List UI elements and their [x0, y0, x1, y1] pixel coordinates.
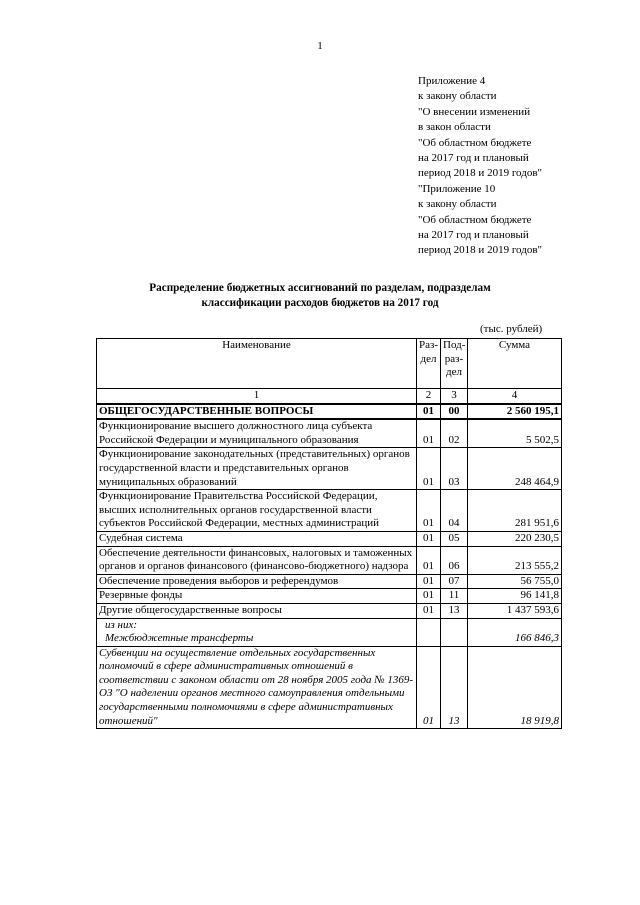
row-subsection: 00 [441, 404, 468, 420]
budget-table [96, 338, 562, 729]
header-section [417, 339, 441, 389]
appendix-line: к закону области [418, 198, 497, 211]
row-name: Резервные фонды [97, 589, 417, 604]
row-sum: 96 141,8 [468, 589, 562, 604]
row-name: Судебная система [97, 531, 417, 546]
appendix-line: "Об областном бюджете [418, 136, 532, 149]
row-section: 01 [417, 448, 441, 490]
appendix-line: "Об областном бюджете [418, 213, 532, 226]
row-sum: 18 919,8 [468, 646, 562, 729]
row-name: ОБЩЕГОСУДАРСТВЕННЫЕ ВОПРОСЫ [97, 404, 417, 420]
appendix-line: "Приложение 10 [418, 182, 496, 195]
row-section [417, 618, 441, 646]
header-sum: Сумма [468, 339, 562, 389]
row-subsection: 11 [441, 589, 468, 604]
row-subsection: 05 [441, 531, 468, 546]
row-sum: 1 437 593,6 [468, 603, 562, 618]
header-section-part: Раз- [419, 339, 439, 351]
transfers-label: Межбюджетные трансферты [105, 632, 254, 645]
header-subsection-part: дел [446, 366, 462, 379]
row-name [97, 618, 417, 646]
row-section: 01 [417, 419, 441, 448]
row-section: 01 [417, 603, 441, 618]
row-section: 01 [417, 574, 441, 589]
title-line: Распределение бюджетных ассигнований по разделам, подразделам [149, 282, 491, 294]
row-sum: 56 755,0 [468, 574, 562, 589]
row-sum: 5 502,5 [468, 419, 562, 448]
appendix-block [418, 74, 542, 259]
row-subsection: 13 [441, 646, 468, 729]
row-sum: 248 464,9 [468, 448, 562, 490]
of-which-label: из них: [105, 618, 138, 631]
row-subsection [441, 618, 468, 646]
index-row [97, 389, 562, 404]
appendix-line: к закону области [418, 90, 497, 103]
row-subsection: 06 [441, 546, 468, 574]
title-line: классификации расходов бюджетов на 2017 год [201, 297, 439, 309]
row-section: 01 [417, 404, 441, 420]
row-subsection: 03 [441, 448, 468, 490]
index-cell: 4 [468, 389, 562, 404]
units-label: (тыс. рублей) [480, 323, 543, 335]
header-subsection-part: раз- [444, 352, 464, 365]
row-section: 01 [417, 589, 441, 604]
row-section: 01 [417, 646, 441, 729]
appendix-line: "О внесении изменений [418, 105, 531, 118]
appendix-line: период 2018 и 2019 годов" [418, 167, 543, 180]
appendix-line: на 2017 год и плановый [418, 152, 529, 165]
table-row [97, 574, 562, 589]
header-subsection [441, 339, 468, 389]
table-row [97, 589, 562, 604]
row-name: Обеспечение деятельности финансовых, налоговых и таможенных органов и органов финансового (финансово-бюджетного) надзора [97, 546, 417, 574]
row-subsection: 07 [441, 574, 468, 589]
index-cell: 1 [97, 389, 417, 404]
row-name: Субвенции на осуществление отдельных государственных полномочий в сфере административных отношений в соответствии с законом области от 28 ноября 2005 года № 1369-ОЗ "О наделении органов местного самоуправления отдельными государственными полномочиями в сфере административных отношений" [97, 646, 417, 729]
row-sum: 281 951,6 [468, 490, 562, 532]
row-sum: 2 560 195,1 [468, 404, 562, 420]
row-sum: 166 846,3 [468, 618, 562, 646]
row-name: Функционирование Правительства Российской Федерации, высших исполнительных органов государственной власти субъектов Российской Федерации, местных администраций [97, 490, 417, 532]
appendix-line: Приложение 4 [418, 75, 486, 87]
row-subsection: 02 [441, 419, 468, 448]
table-row [97, 531, 562, 546]
row-name: Функционирование высшего должностного лица субъекта Российской Федерации и муниципального образования [97, 419, 417, 448]
document-title [100, 281, 540, 311]
table-row-subvention [97, 646, 562, 729]
row-section: 01 [417, 546, 441, 574]
row-section: 01 [417, 531, 441, 546]
index-cell: 2 [417, 389, 441, 404]
row-subsection: 04 [441, 490, 468, 532]
row-subsection: 13 [441, 603, 468, 618]
appendix-line: период 2018 и 2019 годов" [418, 244, 543, 257]
header-section-part: дел [420, 352, 437, 365]
table-row-main [97, 404, 562, 420]
row-sum: 220 230,5 [468, 531, 562, 546]
row-name: Функционирование законодательных (представительных) органов государственной власти и представительных органов муниципальных образований [97, 448, 417, 490]
index-cell: 3 [441, 389, 468, 404]
row-section: 01 [417, 490, 441, 532]
table-row [97, 546, 562, 574]
table-row [97, 490, 562, 532]
header-subsection-part: Под- [443, 339, 466, 351]
appendix-line: в закон области [418, 121, 491, 134]
table-row [97, 448, 562, 490]
table-row [97, 419, 562, 448]
table-header-row [97, 339, 562, 389]
appendix-line: на 2017 год и плановый [418, 229, 529, 242]
header-name: Наименование [97, 339, 417, 389]
row-sum: 213 555,2 [468, 546, 562, 574]
table-row-transfers [97, 618, 562, 646]
page-number: 1 [317, 40, 323, 52]
table-row [97, 603, 562, 618]
row-name: Обеспечение проведения выборов и референдумов [97, 574, 417, 589]
row-name: Другие общегосударственные вопросы [97, 603, 417, 618]
